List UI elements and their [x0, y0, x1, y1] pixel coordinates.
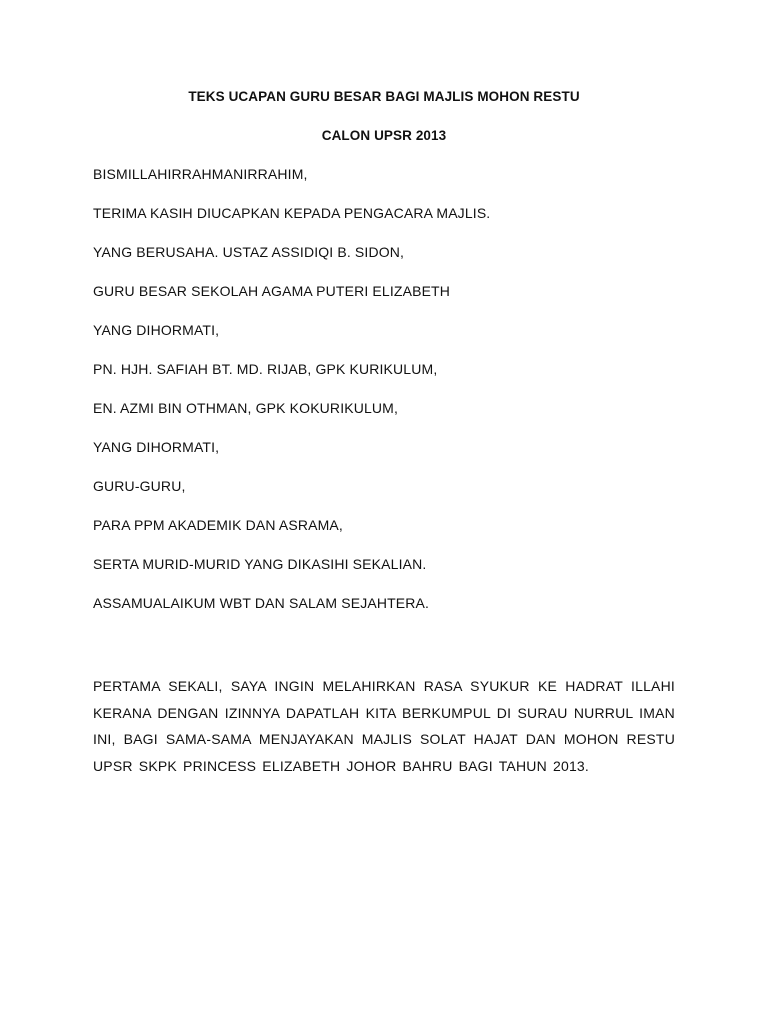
- greeting-line: EN. AZMI BIN OTHMAN, GPK KOKURIKULUM,: [93, 400, 399, 416]
- document-subtitle: CALON UPSR 2013: [321, 128, 447, 143]
- greeting-line: YANG DIHORMATI,: [93, 439, 220, 455]
- greeting-line: PN. HJH. SAFIAH BT. MD. RIJAB, GPK KURIKULUM,: [93, 361, 438, 377]
- body-paragraph: PERTAMA SEKALI, SAYA INGIN MELAHIRKAN RASA SYUKUR KE HADRAT ILLAHI KERANA DENGAN IZINNYA DAPATLAH KITA BERKUMPUL DI SURAU NURRUL IMAN INI, BAGI SAMA-SAMA MENJAYAKAN MAJLIS SOLAT HAJAT DAN MOHON RESTU UPSR SKPK PRINCESS ELIZABETH JOHOR BAHRU BAGI TAHUN 2013.: [93, 678, 675, 774]
- greeting-line: GURU BESAR SEKOLAH AGAMA PUTERI ELIZABETH: [93, 283, 451, 299]
- greeting-line: YANG BERUSAHA. USTAZ ASSIDIQI B. SIDON,: [93, 244, 405, 260]
- greeting-line: GURU-GURU,: [93, 478, 186, 494]
- document-title: TEKS UCAPAN GURU BESAR BAGI MAJLIS MOHON RESTU: [188, 89, 580, 104]
- greeting-line: TERIMA KASIH DIUCAPKAN KEPADA PENGACARA MAJLIS.: [93, 205, 491, 221]
- greeting-line: SERTA MURID-MURID YANG DIKASIHI SEKALIAN.: [93, 556, 427, 572]
- greeting-line: YANG DIHORMATI,: [93, 322, 220, 338]
- greeting-line: ASSAMUALAIKUM WBT DAN SALAM SEJAHTERA.: [93, 595, 430, 611]
- greeting-line: BISMILLAHIRRAHMANIRRAHIM,: [93, 166, 308, 182]
- greeting-line: PARA PPM AKADEMIK DAN ASRAMA,: [93, 517, 343, 533]
